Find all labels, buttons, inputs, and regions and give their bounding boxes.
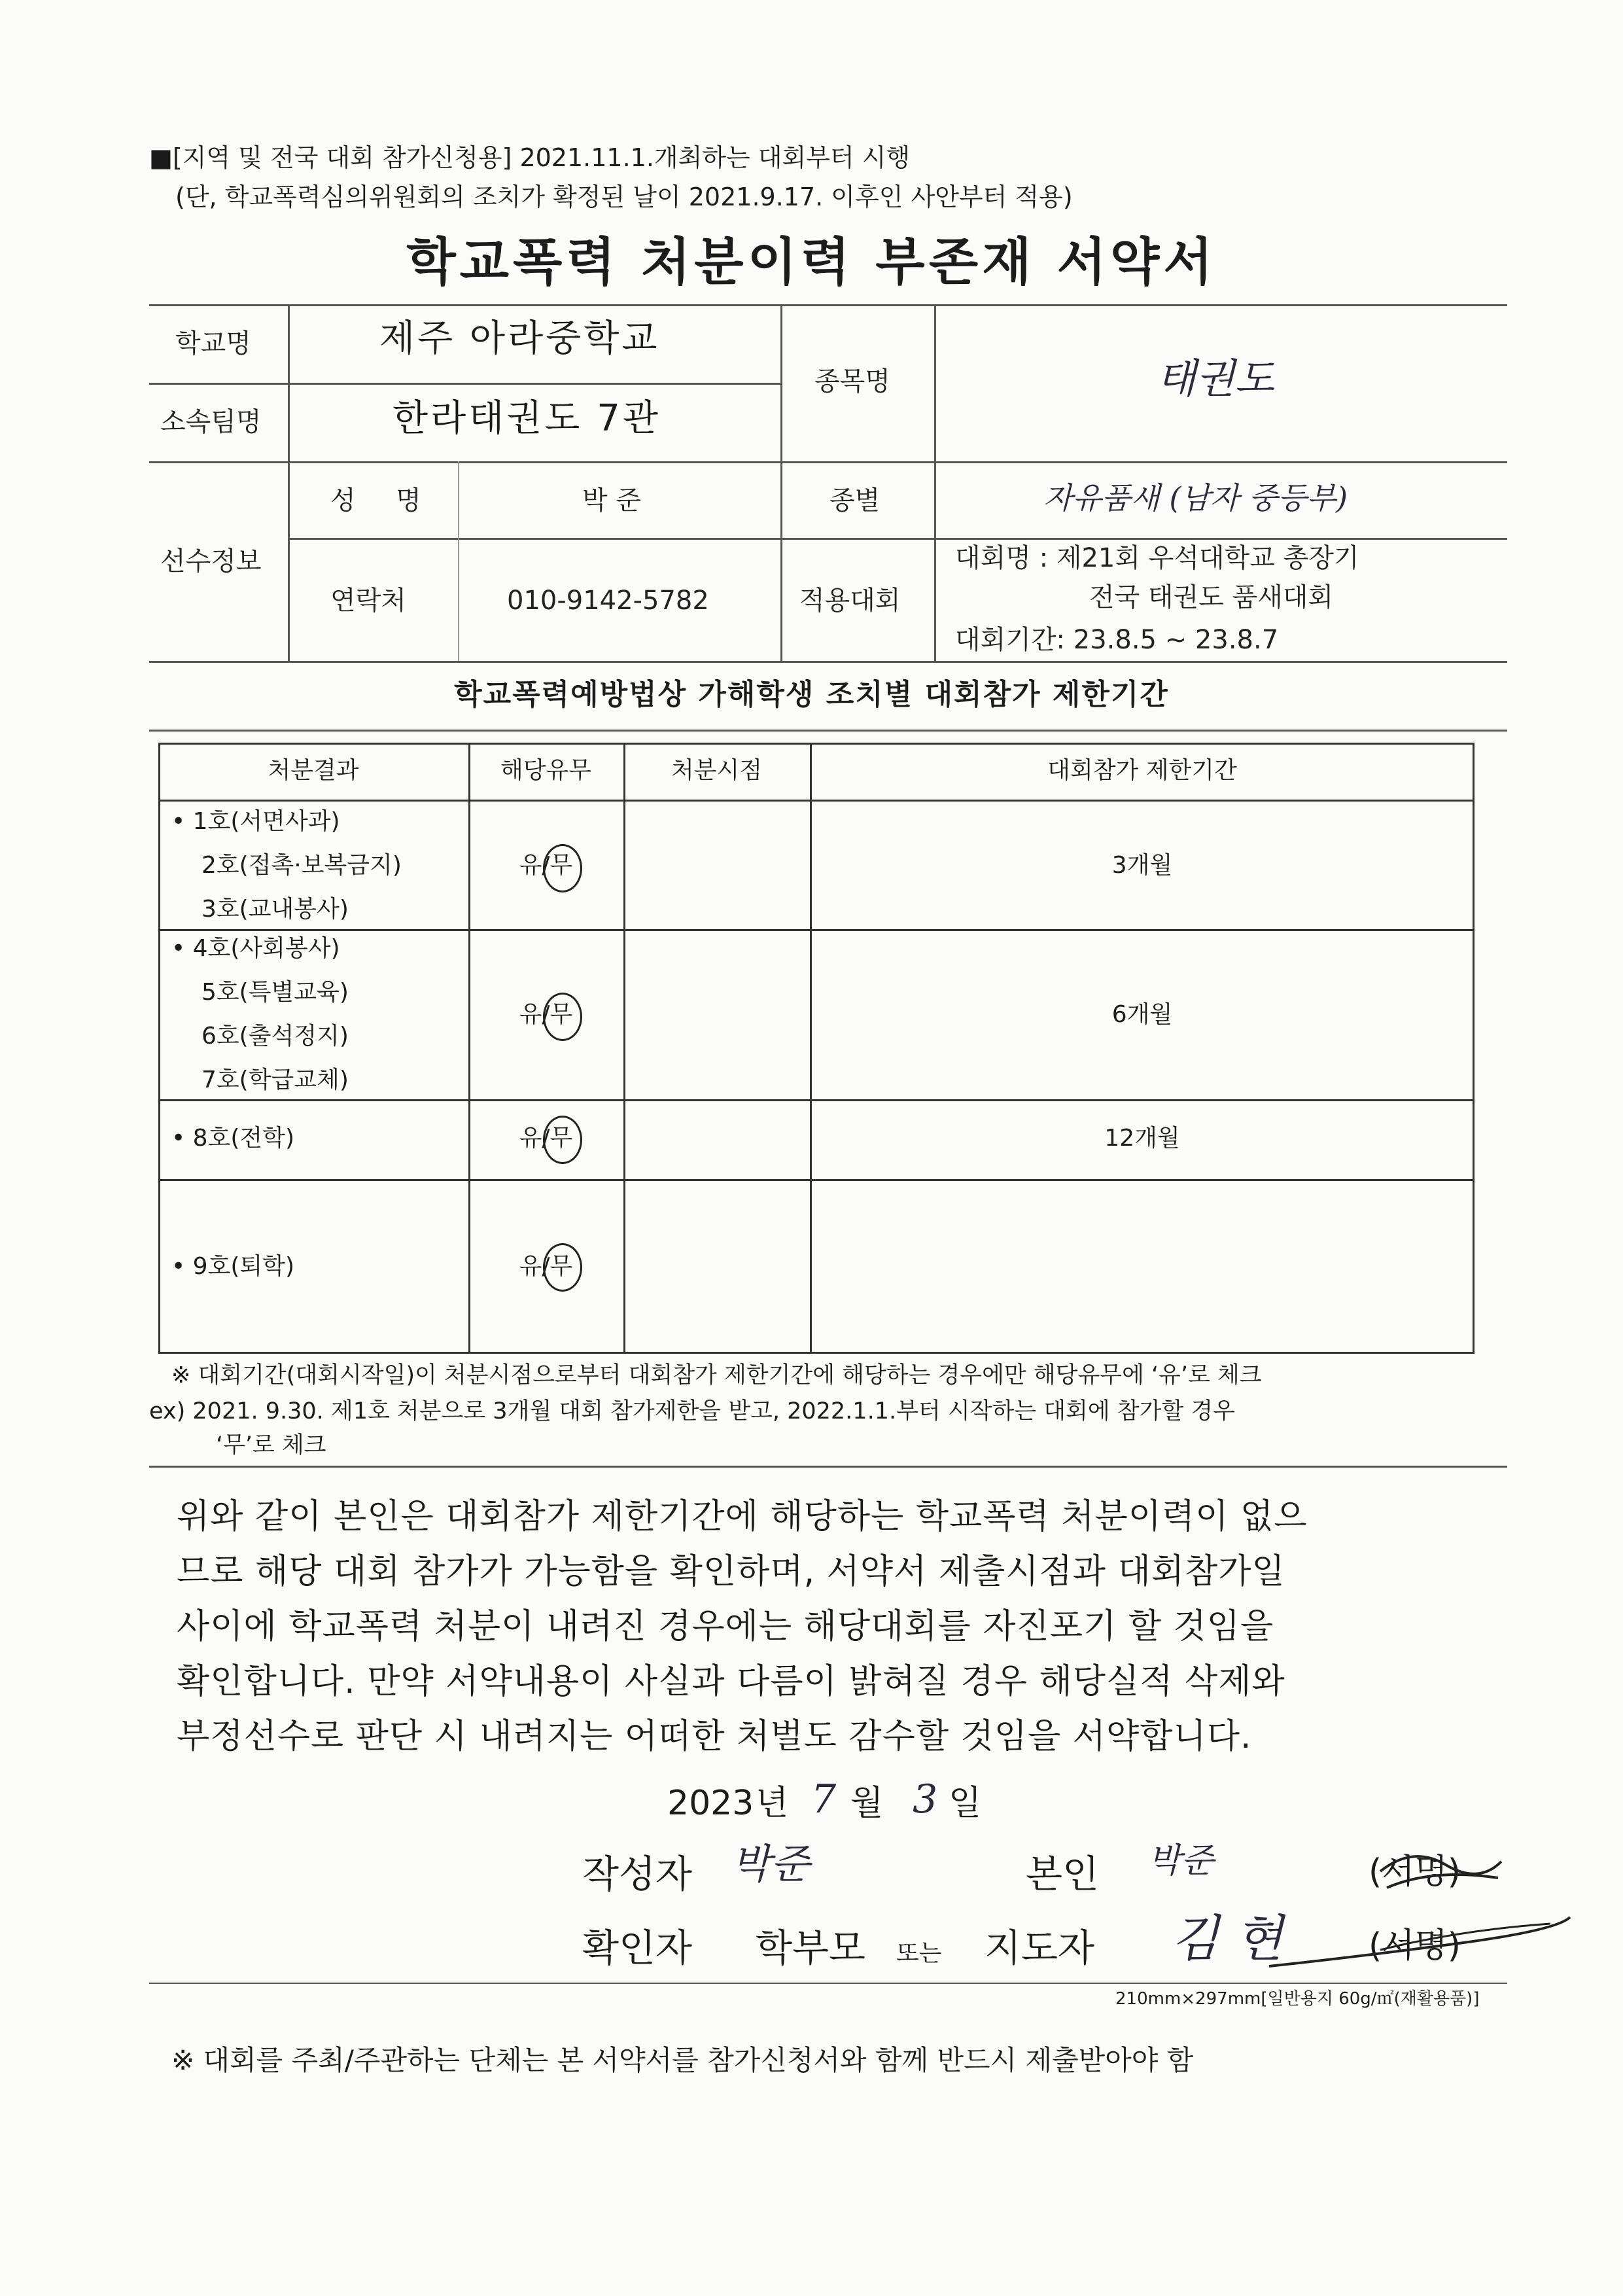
team-value: 한라태권도 7관 [393,397,661,440]
event-value: 태권도 [1157,355,1274,402]
note-line-2: ex) 2021. 9.30. 제1호 처분으로 3개월 대회 참가제한을 받고, 2022.1.1.부터 시작하는 대회에 참가할 경우 [149,1398,1235,1424]
row1-line1: • 1호(서면사과) [171,808,340,835]
info-name-col-line [458,461,459,661]
row2-line3: 6호(출석정지) [201,1023,349,1050]
info-col1-line [288,304,290,661]
applied-competition-label: 적용대회 [799,586,901,616]
table-row1-line [158,929,1475,931]
row1-circle-mark [543,844,582,892]
date-month: 7 [811,1776,837,1822]
paper-spec: 210mm×297mm[일반용지 60g/㎡(재활용품)] [1115,1989,1480,2009]
writer-signature: 박준 [731,1840,810,1888]
row2-circle-mark [543,993,582,1041]
table-row3-line [158,1179,1475,1181]
row4-line1: • 9호(퇴학) [171,1253,294,1280]
signature-bottom-line [149,1983,1507,1984]
table-col3-line [810,743,812,1354]
row3-period: 12개월 [1104,1125,1180,1152]
or-label: 또는 [896,1940,942,1967]
contact-label: 연락처 [330,586,406,616]
note-line-1: ※ 대회기간(대회시작일)이 처분시점으로부터 대회참가 제한기간에 해당하는 경우에만 해당유무에 ‘유’로 체크 [171,1362,1262,1388]
self-label: 본인 [1026,1852,1100,1896]
competition-period: 대회기간: 23.8.5 ~ 23.8.7 [955,625,1279,655]
date-year: 2023 [667,1784,754,1823]
school-value: 제주 아라중학교 [379,317,660,360]
notice-line-2: (단, 학교폭력심의위원회의 조치가 확정된 날이 2021.9.17. 이후인 사안부터 적용) [175,183,1073,211]
row1-line2: 2호(접촉·보복금지) [201,852,402,879]
date-day-unit: 일 [949,1784,982,1823]
row2-line1: • 4호(사회봉사) [171,935,340,962]
pledge-line-3: 사이에 학교폭력 처분이 내려진 경우에는 해당대회를 자진포기 할 것임을 [177,1607,1274,1646]
footer-note: ※ 대회를 주최/주관하는 단체는 본 서약서를 참가신청서와 함께 반드시 제출받아야 함 [171,2044,1194,2076]
row2-mark: 유/무 [519,1001,573,1028]
sign-placeholder-2: (서명) [1369,1926,1461,1966]
header-restriction-period: 대회참가 제한기간 [1047,757,1237,784]
table-col2-line [623,743,625,1354]
date-month-unit: 월 [850,1784,884,1823]
category-value: 자유품새 (남자 중등부) [1043,480,1348,516]
info-bottom-border [149,661,1507,663]
row4-circle-mark [543,1243,582,1292]
row1-period: 3개월 [1111,852,1173,879]
row3-circle-mark [543,1116,582,1164]
sign-scribble-1 [1374,1842,1505,1901]
name-value: 박 준 [582,486,641,516]
info-row1-divider [149,383,780,385]
self-signature: 박준 [1148,1841,1214,1881]
notice-line-1: ■[지역 및 전국 대회 참가신청용] 2021.11.1.개최하는 대회부터 시행 [149,143,911,172]
pledge-line-5: 부정선수로 판단 시 내려지는 어떠한 처벌도 감수할 것임을 서약합니다. [177,1717,1252,1756]
coach-signature: 김 현 [1171,1909,1283,1968]
confirmer-label: 확인자 [582,1926,693,1970]
row2-period: 6개월 [1111,1001,1173,1028]
table-header-line [158,800,1475,802]
note-line-3: ‘무’로 체크 [216,1432,326,1458]
event-label: 종목명 [814,366,890,397]
sign-placeholder-1: (서명) [1369,1852,1461,1892]
name-label: 성 명 [330,486,429,516]
header-disposition-date: 처분시점 [671,757,763,784]
parent-label: 학부모 [756,1926,866,1970]
pledge-line-1: 위와 같이 본인은 대회참가 제한기간에 해당하는 학교폭력 처분이력이 없으 [177,1497,1308,1536]
row4-mark: 유/무 [519,1253,573,1280]
document-title: 학교폭력 처분이력 부존재 서약서 [406,233,1217,292]
row1-line3: 3호(교내봉사) [201,896,349,923]
notes-bottom-border [149,1466,1507,1468]
competition-name-line-1: 대회명 : 제21회 우석대학교 총장기 [955,543,1359,573]
info-mid-border [149,461,1507,463]
row3-line1: • 8호(전학) [171,1125,294,1152]
category-label: 종별 [829,486,881,516]
pledge-line-4: 확인합니다. 만약 서약내용이 사실과 다름이 밝혀질 경우 해당실적 삭제와 [177,1662,1285,1701]
writer-label: 작성자 [582,1852,693,1896]
section-title: 학교폭력예방법상 가해학생 조치별 대회참가 제한기간 [454,678,1169,711]
info-col2-line [780,304,782,661]
row2-line2: 5호(특별교육) [201,979,349,1006]
info-athlete-divider [288,538,1507,540]
header-disposition-result: 처분결과 [268,757,359,784]
info-col3-line [934,304,936,661]
row1-mark: 유/무 [519,852,573,879]
date-day: 3 [913,1776,938,1822]
date-year-unit: 년 [756,1784,789,1823]
disposition-table [158,743,1475,1354]
row2-line4: 7호(학급교체) [201,1067,349,1093]
header-applicable: 해당유무 [500,757,592,784]
coach-label: 지도자 [985,1926,1095,1970]
school-label: 학교명 [175,328,251,359]
sign-scribble-2 [1263,1904,1577,1983]
pledge-line-2: 므로 해당 대회 참가가 가능함을 확인하며, 서약서 제출시점과 대회참가일 [177,1552,1285,1591]
competition-name-line-2: 전국 태권도 품새대회 [1089,582,1334,612]
table-row2-line [158,1099,1475,1101]
team-label: 소속팀명 [160,407,262,437]
row3-mark: 유/무 [519,1125,573,1152]
contact-value: 010-9142-5782 [507,586,709,616]
athlete-info-label: 선수정보 [160,546,262,576]
section-bottom-border [149,730,1507,732]
info-top-border [149,304,1507,306]
